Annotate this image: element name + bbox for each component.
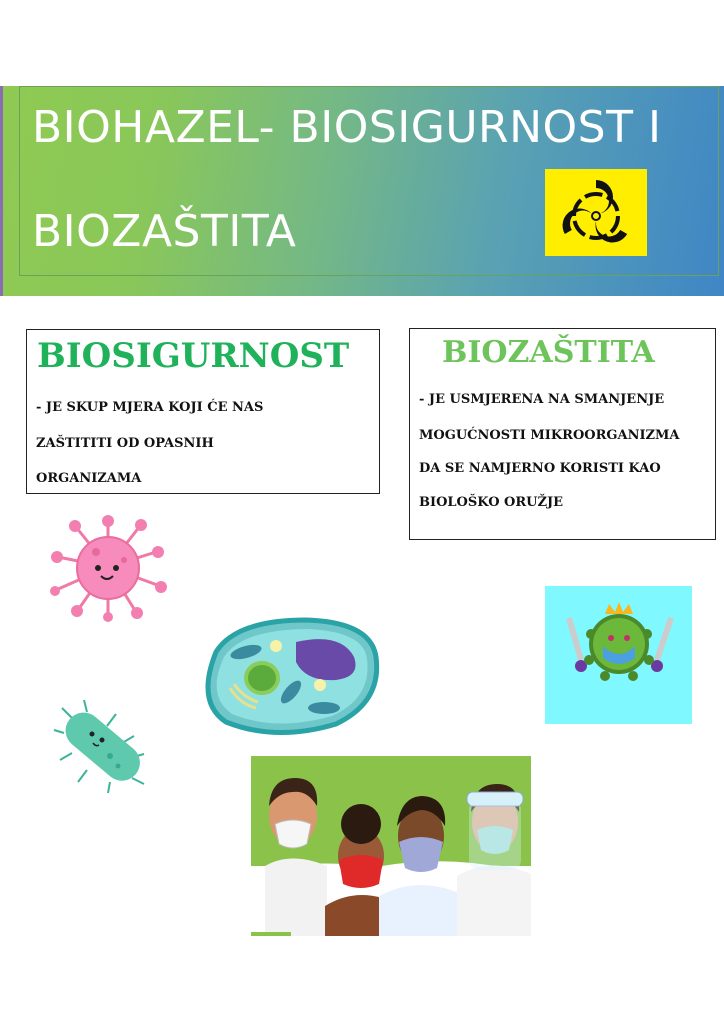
biozastita-heading: BIOZAŠTITA xyxy=(442,335,655,370)
biosigurnost-line-1: - JE SKUP MJERA KOJI ĆE NAS xyxy=(36,400,264,415)
crowned-virus-icon xyxy=(545,586,692,724)
bacterium-icon xyxy=(52,698,152,798)
pink-virus-icon xyxy=(48,512,168,626)
illustration-baseline xyxy=(251,932,291,936)
page-title-line-2: BIOZAŠTITA xyxy=(32,206,297,257)
biosigurnost-card xyxy=(26,329,380,494)
biozastita-card xyxy=(409,328,716,540)
biosigurnost-line-2: ZAŠTITITI OD OPASNIH xyxy=(36,436,214,451)
biozastita-line-2: MOGUĆNOSTI MIKROORGANIZMA xyxy=(419,428,680,443)
banner-edge xyxy=(0,86,3,296)
biozastita-line-4: BIOLOŠKO ORUŽJE xyxy=(419,495,564,510)
biosigurnost-line-3: ORGANIZAMA xyxy=(36,471,142,486)
masked-people-illustration xyxy=(251,756,531,936)
page-title-line-1: BIOHAZEL- BIOSIGURNOST I xyxy=(32,102,662,153)
biozastita-line-1: - JE USMJERENA NA SMANJENJE xyxy=(419,392,665,407)
cell-icon xyxy=(196,612,382,746)
biohazard-icon xyxy=(545,169,647,256)
biozastita-line-3: DA SE NAMJERNO KORISTI KAO xyxy=(419,461,661,476)
biosigurnost-heading: BIOSIGURNOST xyxy=(37,336,350,376)
